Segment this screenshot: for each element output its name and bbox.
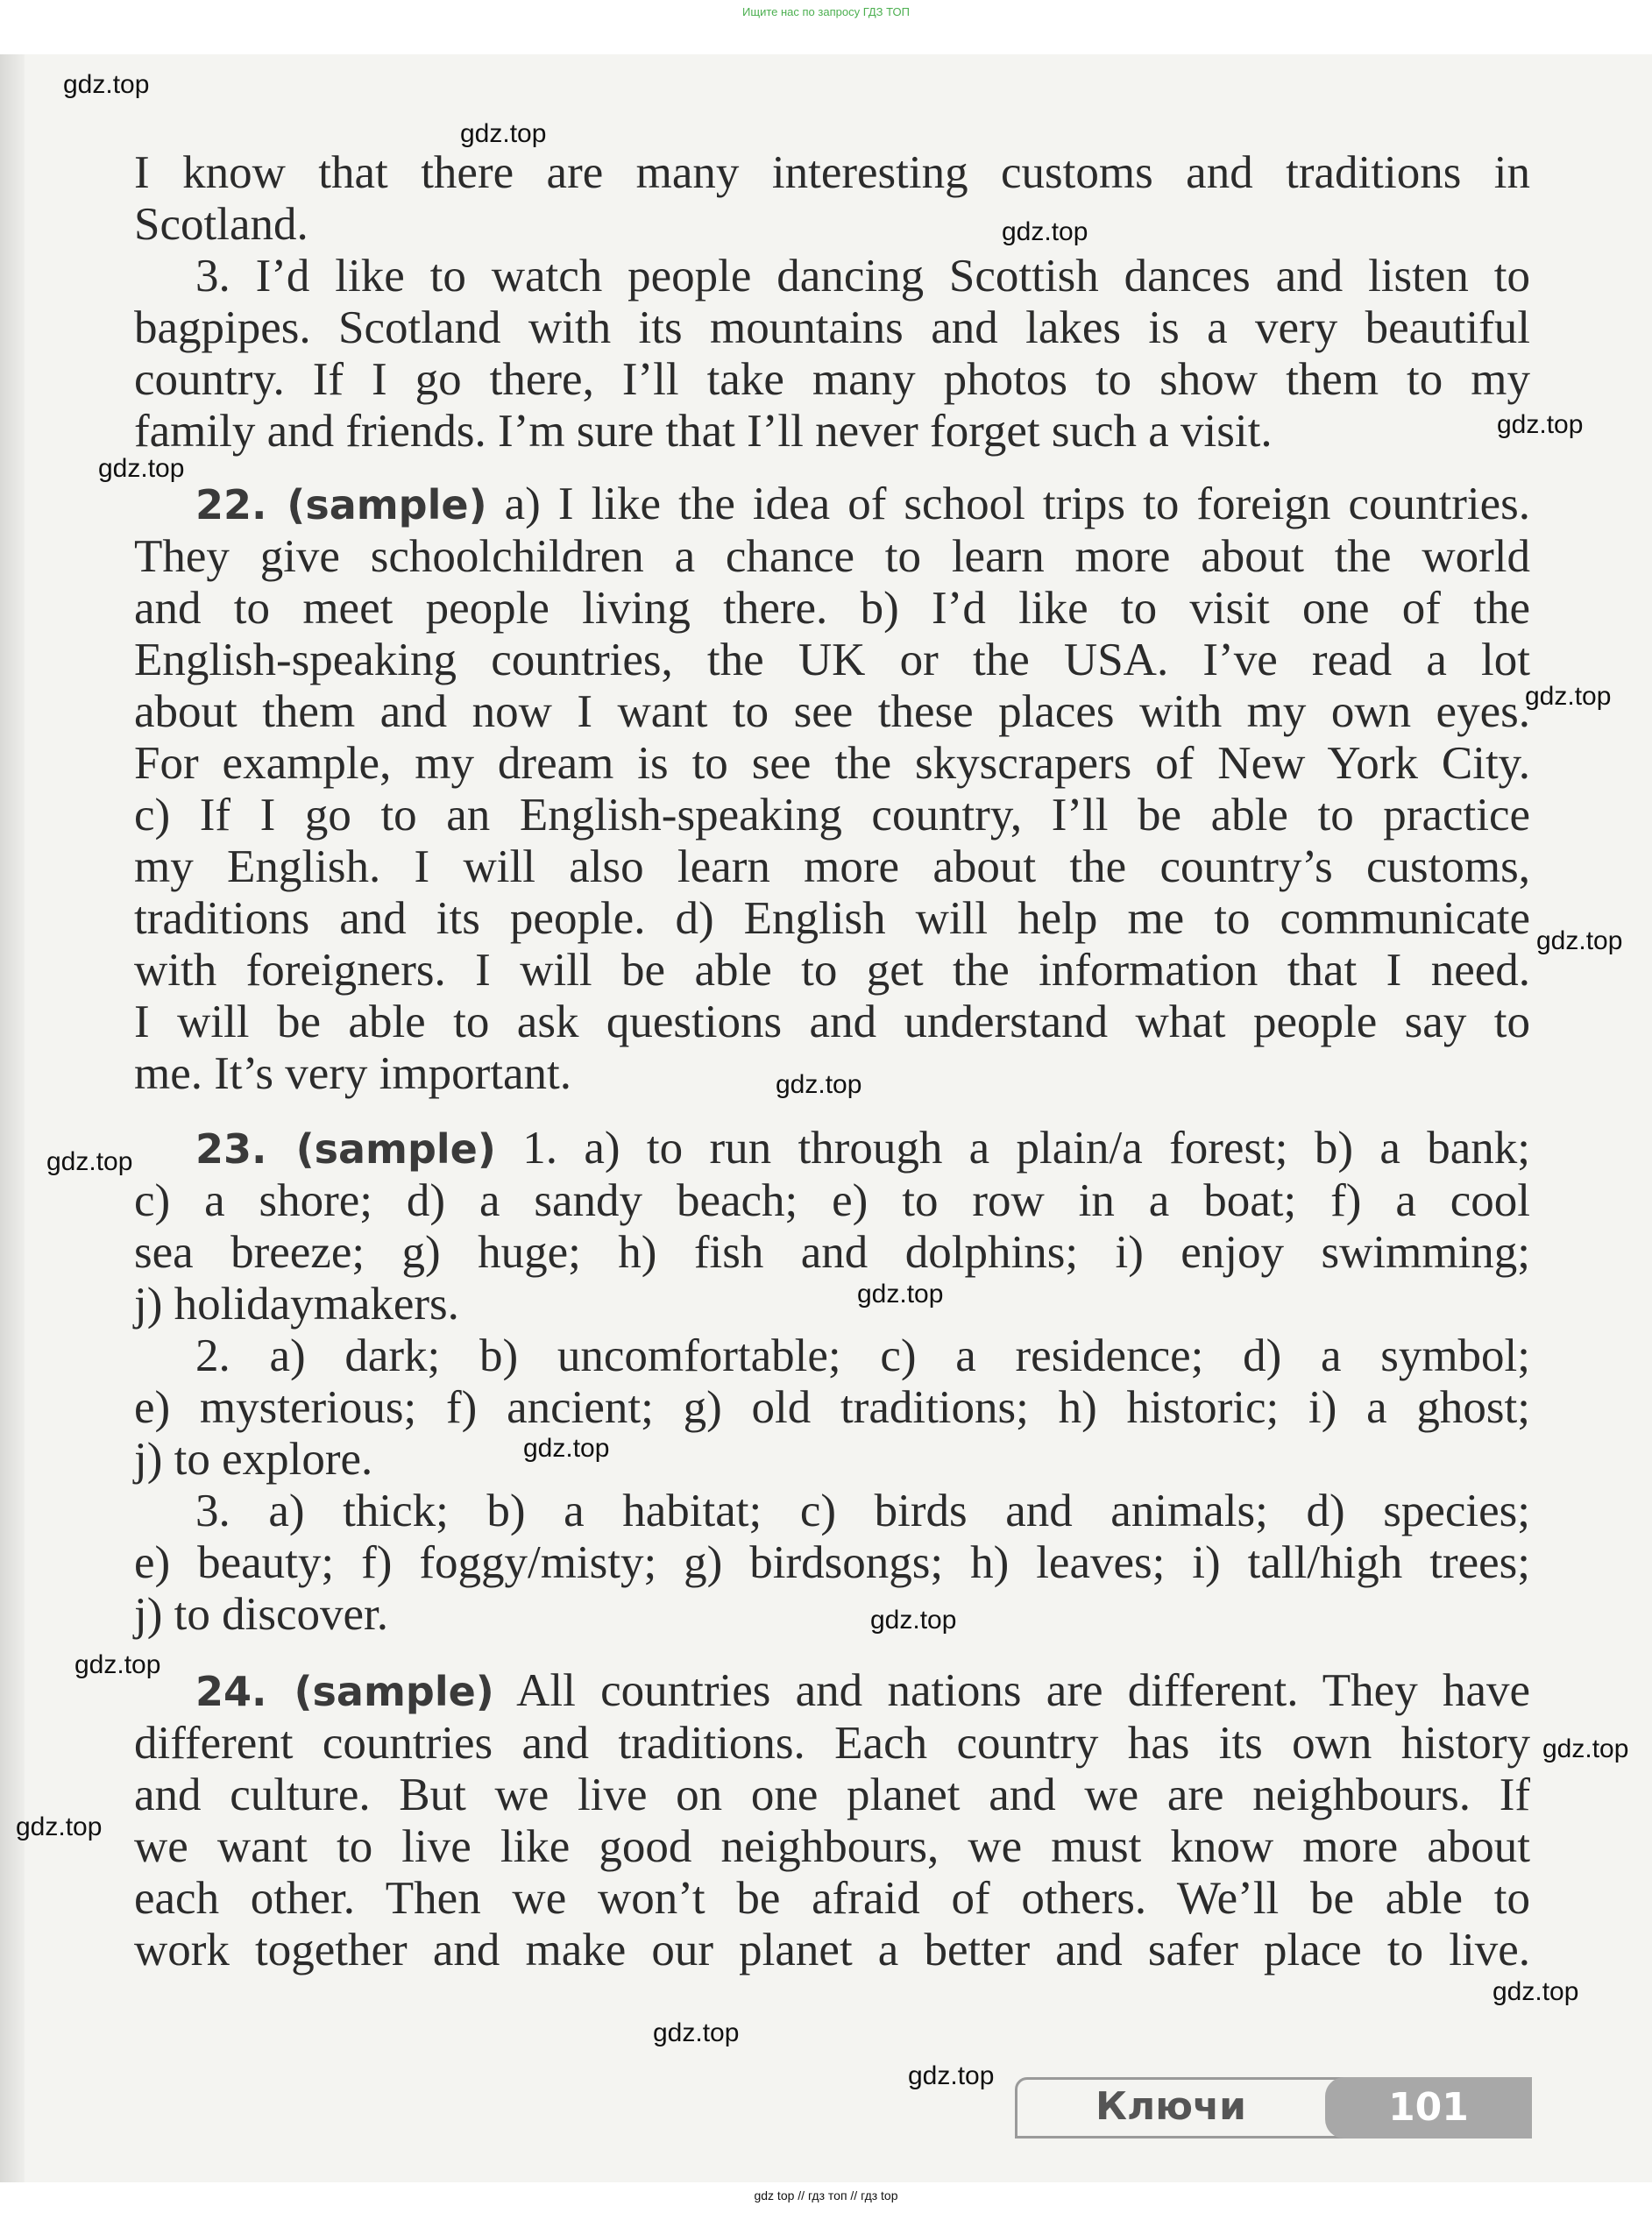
watermark: gdz.top [870,1606,957,1635]
watermark: gdz.top [1002,217,1088,246]
text-line: me. It’s very important. [134,1048,571,1099]
text-line: e) beauty; f) foggy/misty; g) birdsongs; h) leaves; i) tall/high trees; [134,1537,1530,1588]
header-note: Ищите нас по запросу ГДЗ ТОП [742,5,910,18]
text-line: country. If I go there, I’ll take many photos to show them to my [134,354,1530,405]
text-line: I will be able to ask questions and understand what people say to [134,997,1530,1047]
text-line: 2. a) dark; b) uncomfortable; c) a residence; d) a symbol; [195,1330,1530,1381]
watermark: gdz.top [776,1070,862,1099]
watermark: gdz.top [46,1147,133,1176]
footer-section-label: Ключи [1095,2084,1247,2129]
watermark: gdz.top [523,1434,610,1463]
text-line: c) If I go to an English-speaking country, I’ll be able to practice [134,790,1530,841]
text-line: j) to discover. [134,1589,388,1640]
exercise-23 [134,1123,1530,1641]
intro-paragraph [134,147,1530,457]
text-line: and to meet people living there. b) I’d like to visit one of the [134,583,1530,634]
page-binding-shadow [0,54,25,2182]
text-line: For example, my dream is to see the skyscrapers of New York City. [134,738,1530,789]
bottom-note: gdz top // гдз топ // гдз top [754,2188,898,2202]
text-line: Scotland. [134,199,308,250]
watermark: gdz.top [1542,1734,1629,1763]
text-line: bagpipes. Scotland with its mountains and lakes is a very beautiful [134,302,1530,353]
exercise-22 [134,479,1530,1100]
watermark: gdz.top [857,1280,944,1309]
text-line: 3. a) thick; b) a habitat; c) birds and animals; d) species; [195,1486,1530,1536]
exercise-24 [134,1665,1530,1976]
text-line: a) I like the idea of school trips to foreign countries. [486,479,1531,529]
text-line: my English. I will also learn more about the country’s customs, [134,841,1530,892]
text-line: j) holidaymakers. [134,1279,459,1330]
text-line: j) to explore. [134,1434,373,1485]
text-line: They give schoolchildren a chance to learn more about the world [134,531,1530,582]
text-line: we want to live like good neighbours, we must know more about [134,1821,1530,1872]
watermark: gdz.top [74,1650,161,1679]
watermark: gdz.top [63,70,150,99]
text-line: I know that there are many interesting customs and traditions in [134,147,1530,198]
watermark: gdz.top [1536,926,1623,955]
exercise-number: 23. (sample) [195,1125,496,1173]
text-line: and culture. But we live on one planet and we are neighbours. If [134,1770,1530,1820]
watermark: gdz.top [653,2018,740,2047]
watermark: gdz.top [1497,410,1584,439]
watermark: gdz.top [1525,682,1612,711]
text-line: each other. Then we won’t be afraid of others. We’ll be able to [134,1873,1530,1924]
text-line: sea breeze; g) huge; h) fish and dolphins; i) enjoy swimming; [134,1227,1530,1278]
exercise-number: 22. (sample) [195,481,487,528]
text-line: 3. I’d like to watch people dancing Scottish dances and listen to [195,251,1530,301]
text-line: work together and make our planet a better and safer place to live. [134,1925,1530,1975]
exercise-heading-line [134,1665,1530,1718]
text-line: traditions and its people. d) English will help me to communicate [134,893,1530,944]
text-line: All countries and nations are different. They have [493,1665,1531,1716]
watermark: gdz.top [98,454,185,483]
text-line: with foreigners. I will be able to get the information that I need. [134,945,1530,996]
exercise-heading-line [134,479,1530,531]
text-line: about them and now I want to see these places with my own eyes. [134,686,1530,737]
exercise-number: 24. (sample) [195,1668,494,1715]
text-line: English-speaking countries, the UK or the USA. I’ve read a lot [134,635,1530,685]
watermark: gdz.top [908,2061,995,2090]
text-line: different countries and traditions. Each country has its own history [134,1718,1530,1769]
text-line: family and friends. I’m sure that I’ll never forget such a visit. [134,406,1273,457]
watermark: gdz.top [460,119,547,148]
watermark: gdz.top [1492,1977,1579,2006]
page-number: 101 [1325,2077,1532,2139]
exercise-heading-line [134,1123,1530,1175]
text-line: c) a shore; d) a sandy beach; e) to row in a boat; f) a cool [134,1175,1530,1226]
text-line: 1. a) to run through a plain/a forest; b) a bank; [495,1123,1530,1174]
text-line: e) mysterious; f) ancient; g) old traditions; h) historic; i) a ghost; [134,1382,1530,1433]
watermark: gdz.top [16,1812,103,1841]
